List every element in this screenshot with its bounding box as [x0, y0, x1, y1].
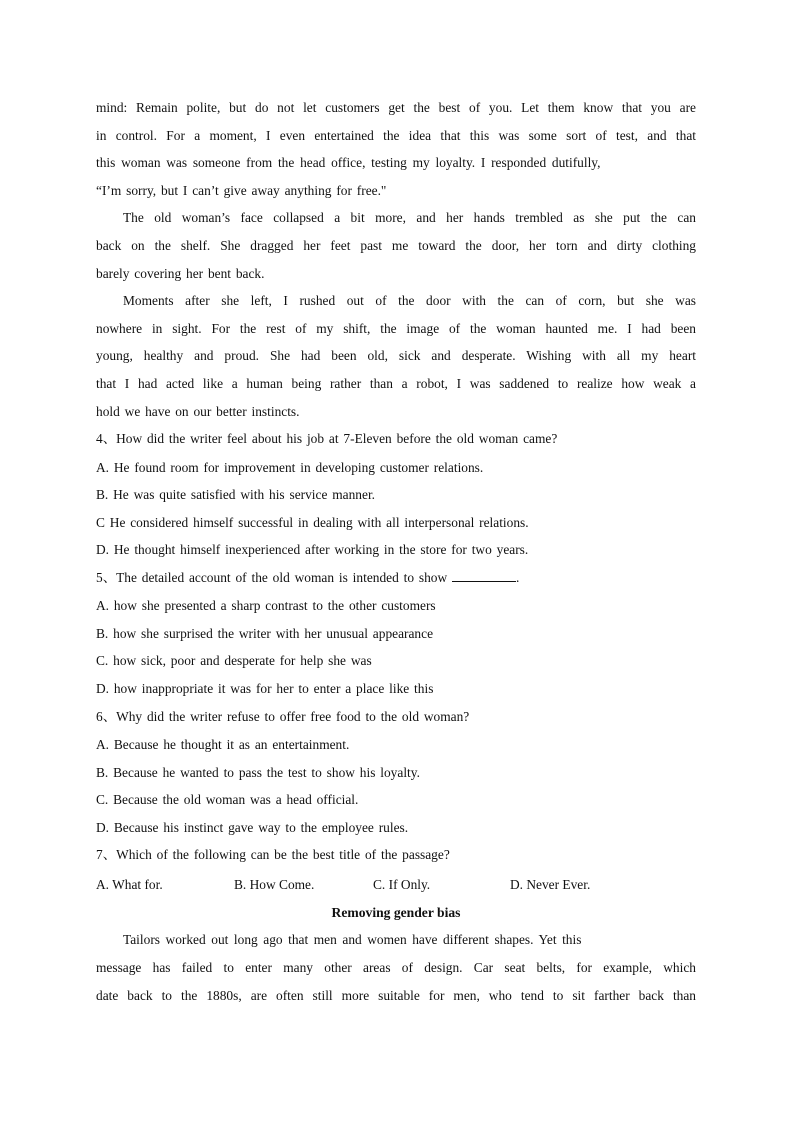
passage-line: message has failed to enter many other areas of design. Car seat belts, for example, which: [96, 960, 696, 975]
passage-line: barely covering her bent back.: [96, 265, 265, 281]
passage-continued: [96, 94, 696, 425]
question-4: [96, 425, 696, 564]
document-page: [96, 94, 696, 1009]
answer-blank: [452, 569, 516, 582]
passage-line: this woman was someone from the head office, testing my loyalty. I responded dutifully,: [96, 155, 601, 171]
next-passage: [96, 899, 696, 1009]
passage-line: nowhere in sight. For the rest of my shift, the image of the woman haunted me. I had been: [96, 320, 696, 336]
passage-line: Tailors worked out long ago that men and women have different shapes. Yet this: [123, 932, 582, 948]
passage-line: Moments after she left, I rushed out of the door with the can of corn, but she was: [123, 293, 696, 309]
question-stem: 7、Which of the following can be the best title of the passage?: [96, 847, 450, 863]
question-stem: [96, 564, 696, 592]
answer-option-d: D. Because his instinct gave way to the employee rules.: [96, 819, 409, 835]
passage-line: in control. For a moment, I even entertained the idea that this was some sort of test, and that: [96, 127, 696, 143]
answer-option-c: C. how sick, poor and desperate for help she was: [96, 653, 372, 669]
answer-option-c: C. Because the old woman was a head official.: [96, 792, 359, 808]
question-stem: 4、How did the writer feel about his job at 7-Eleven before the old woman came?: [96, 431, 558, 447]
question-5: [96, 564, 696, 703]
question-stem: 6、Why did the writer refuse to offer free food to the old woman?: [96, 708, 470, 724]
passage-line: back on the shelf. She dragged her feet past me toward the door, her torn and dirty clothing: [96, 237, 696, 253]
answer-option-d: D. He thought himself inexperienced after working in the store for two years.: [96, 542, 529, 558]
answer-option-a: A. Because he thought it as an entertainment.: [96, 737, 350, 753]
answer-option-b: B. He was quite satisfied with his service manner.: [96, 487, 376, 503]
answer-option-c: C He considered himself successful in dealing with all interpersonal relations.: [96, 514, 529, 530]
answer-options-row: [96, 870, 696, 899]
answer-option-c: C. If Only.: [373, 876, 431, 892]
passage-line: The old woman’s face collapsed a bit more, and her hands trembled as she put the can: [123, 210, 696, 226]
passage-line: hold we have on our better instincts.: [96, 403, 300, 419]
question-stem-end: .: [516, 569, 520, 585]
question-6: [96, 703, 696, 842]
answer-option-b: B. How Come.: [234, 876, 315, 892]
answer-option-a: A. He found room for improvement in developing customer relations.: [96, 459, 484, 475]
question-7: [96, 841, 696, 898]
passage-title: Removing gender bias: [331, 904, 461, 920]
answer-option-d: D. how inappropriate it was for her to enter a place like this: [96, 681, 434, 697]
answer-option-a: A. how she presented a sharp contrast to the other customers: [96, 598, 436, 614]
answer-option-b: B. Because he wanted to pass the test to show his loyalty.: [96, 764, 420, 780]
answer-option-d: D. Never Ever.: [510, 876, 591, 892]
passage-line: “I’m sorry, but I can’t give away anything for free.": [96, 182, 387, 198]
passage-line: that I had acted like a human being rather than a robot, I was saddened to realize how weak a: [96, 375, 696, 391]
passage-line: date back to the 1880s, are often still more suitable for men, who tend to sit farther back than: [96, 987, 696, 1003]
answer-option-b: B. how she surprised the writer with her unusual appearance: [96, 625, 434, 641]
question-stem-text: 5、The detailed account of the old woman is intended to show: [96, 569, 448, 585]
passage-line: mind: Remain polite, but do not let customers get the best of you. Let them know that you are: [96, 100, 696, 115]
answer-option-a: A. What for.: [96, 876, 163, 892]
passage-line: young, healthy and proud. She had been old, sick and desperate. Wishing with all my heart: [96, 348, 696, 364]
